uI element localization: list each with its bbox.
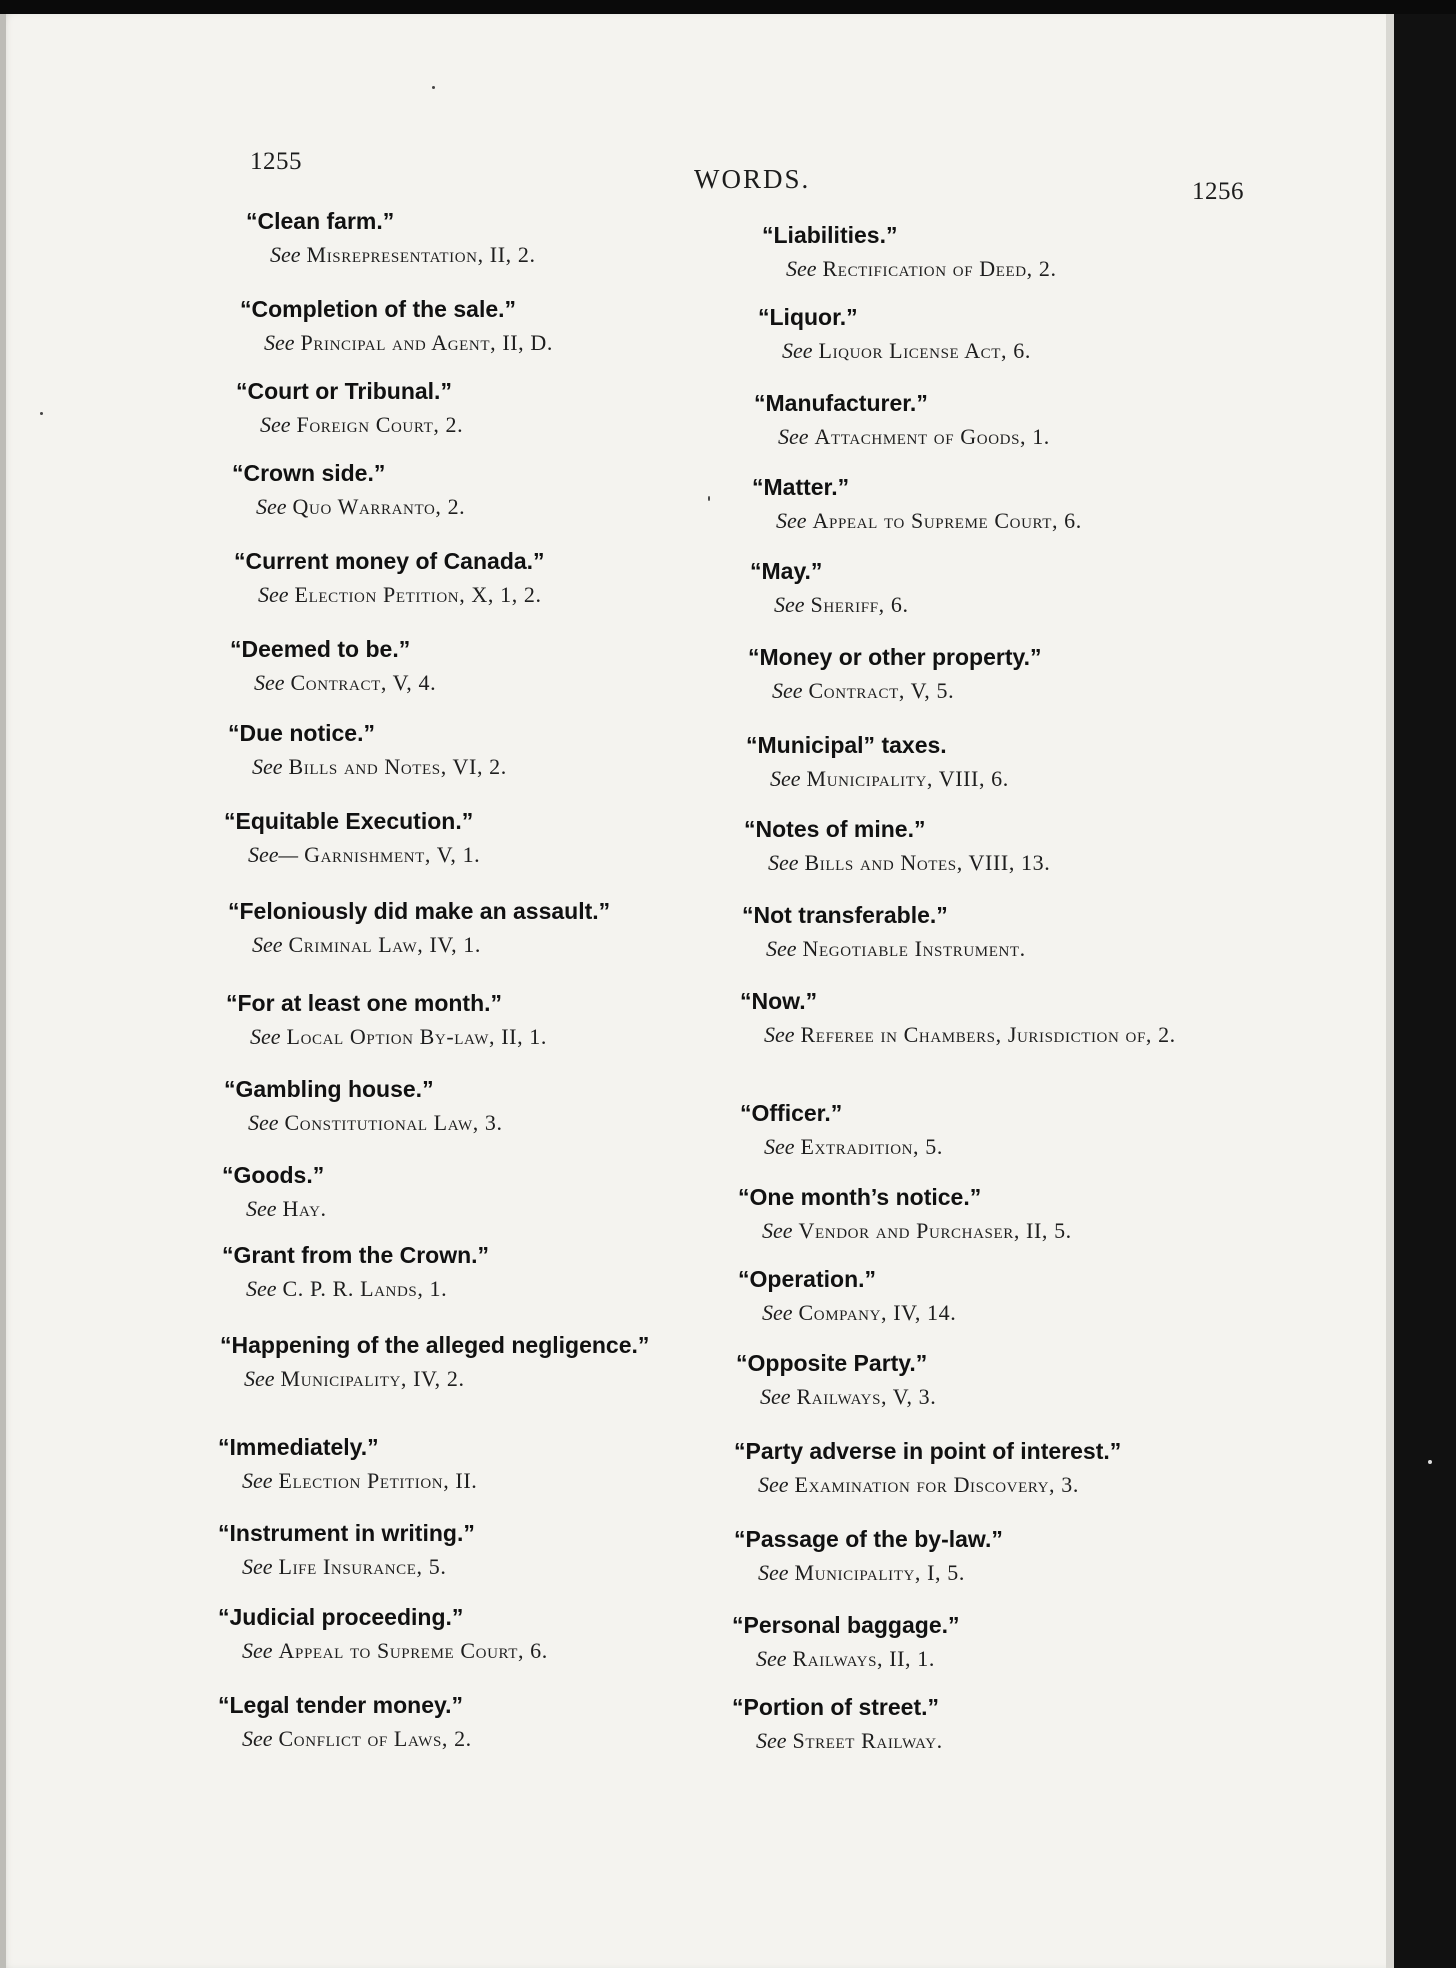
reference-text: Bills and Notes, VIII, 13.: [804, 850, 1051, 875]
see-label: See: [756, 1728, 787, 1753]
entry-reference: [762, 1218, 1238, 1244]
entry-reference: [242, 1468, 698, 1494]
entry-term: “Feloniously did make an assault.”: [228, 898, 611, 924]
entry-reference: [764, 1134, 1240, 1160]
entry-reference: [250, 1024, 706, 1050]
index-entry: [232, 460, 712, 520]
see-label: See: [260, 412, 291, 437]
running-head: WORDS.: [694, 164, 811, 194]
reference-text: Municipality, VIII, 6.: [806, 766, 1009, 791]
reference-text: Railways, V, 3.: [796, 1384, 937, 1409]
entry-reference: [758, 1560, 1234, 1586]
entry-reference: [760, 1384, 1236, 1410]
see-label: See: [764, 1022, 795, 1047]
entry-reference: [252, 932, 708, 958]
see-label: See: [254, 670, 285, 695]
entry-term: “Equitable Execution.”: [224, 808, 474, 834]
see-label: See: [770, 766, 801, 791]
see-label: See: [246, 1276, 277, 1301]
index-entry: [220, 1332, 700, 1392]
see-label: See: [772, 678, 803, 703]
reference-text: C. P. R. Lands, 1.: [282, 1276, 448, 1301]
scan-top-border: [0, 0, 1456, 14]
index-entry: [744, 816, 1244, 876]
reference-text: Principal and Agent, II, D.: [300, 330, 553, 355]
index-entry: [218, 1692, 698, 1752]
reference-text: Municipality, IV, 2.: [280, 1366, 465, 1391]
index-entry: [762, 222, 1262, 282]
entry-reference: [254, 670, 710, 696]
reference-text: Contract, V, 5.: [808, 678, 955, 703]
index-entry: [750, 558, 1250, 618]
reference-text: Extradition, 5.: [800, 1134, 943, 1159]
entry-reference: [242, 1638, 698, 1664]
entry-reference: [758, 1472, 1234, 1498]
reference-text: Rectification of Deed, 2.: [822, 256, 1057, 281]
index-entry: [228, 898, 708, 958]
reference-text: Street Railway.: [792, 1728, 943, 1753]
entry-reference: [252, 754, 708, 780]
index-entry: [224, 1076, 704, 1136]
see-label: See: [766, 936, 797, 961]
reference-text: Negotiable Instrument.: [802, 936, 1026, 961]
index-entry: [734, 1526, 1234, 1586]
see-label: See: [776, 508, 807, 533]
index-entry: [736, 1350, 1236, 1410]
see-label: See: [774, 592, 805, 617]
see-label: See: [256, 494, 287, 519]
entry-term: “Due notice.”: [228, 720, 375, 746]
page-edge: [1386, 14, 1394, 1968]
reference-text: Liquor License Act, 6.: [818, 338, 1031, 363]
scan-speck: [40, 412, 43, 415]
entry-reference: [258, 582, 714, 608]
index-entry: [226, 990, 706, 1050]
entry-reference: [770, 766, 1246, 792]
entry-term: “Clean farm.”: [246, 208, 395, 234]
scan-speck: [708, 496, 710, 501]
index-entry: [734, 1438, 1234, 1498]
reference-text: Bills and Notes, VI, 2.: [288, 754, 507, 779]
reference-text: Life Insurance, 5.: [278, 1554, 447, 1579]
reference-text: Local Option By-law, II, 1.: [286, 1024, 547, 1049]
see-label: See: [250, 1024, 281, 1049]
index-entry: [218, 1434, 698, 1494]
reference-text: Company, IV, 14.: [798, 1300, 957, 1325]
entry-term: “Instrument in writing.”: [218, 1520, 475, 1546]
entry-term: “Current money of Canada.”: [234, 548, 545, 574]
entry-reference: [756, 1728, 1232, 1754]
entry-reference: [772, 678, 1248, 704]
entry-term: “Crown side.”: [232, 460, 386, 486]
index-entry: [746, 732, 1246, 792]
entry-reference: [756, 1646, 1232, 1672]
index-entry: [240, 296, 720, 356]
index-entry: [222, 1162, 702, 1222]
entry-term: “Court or Tribunal.”: [236, 378, 452, 404]
see-label: See: [252, 754, 283, 779]
entry-reference: [256, 494, 712, 520]
see-label: See: [756, 1646, 787, 1671]
entry-reference: [776, 508, 1252, 534]
entry-term: “Not transferable.”: [742, 902, 948, 928]
entry-term: “Goods.”: [222, 1162, 325, 1188]
reference-text: Vendor and Purchaser, II, 5.: [798, 1218, 1072, 1243]
reference-text: Contract, V, 4.: [290, 670, 437, 695]
entry-reference: [778, 424, 1254, 450]
entry-term: “One month’s notice.”: [738, 1184, 982, 1210]
see-label: See: [762, 1218, 793, 1243]
see-label: See: [248, 1110, 279, 1135]
left-page-number: 1255: [250, 148, 302, 175]
reference-text: Election Petition, II.: [278, 1468, 478, 1493]
entry-term: “Municipal” taxes.: [746, 732, 947, 758]
entry-term: “Money or other property.”: [748, 644, 1042, 670]
see-label: See: [764, 1134, 795, 1159]
reference-text: Municipality, I, 5.: [794, 1560, 965, 1585]
index-entry: [224, 808, 704, 868]
reference-text: Criminal Law, IV, 1.: [288, 932, 481, 957]
page-binding-edge: [0, 14, 6, 1968]
entry-term: “Notes of mine.”: [744, 816, 926, 842]
scan-right-border: [1394, 14, 1456, 1968]
index-entry: [748, 644, 1248, 704]
entry-reference: [768, 850, 1244, 876]
index-entry: [228, 720, 708, 780]
index-entry: [246, 208, 726, 268]
entry-term: “May.”: [750, 558, 823, 584]
entry-reference: [242, 1554, 698, 1580]
reference-text: Foreign Court, 2.: [296, 412, 464, 437]
see-label: See: [786, 256, 817, 281]
entry-term: “Completion of the sale.”: [240, 296, 517, 322]
entry-term: “Matter.”: [752, 474, 850, 500]
entry-reference: [786, 256, 1262, 282]
reference-text: Election Petition, X, 1, 2.: [294, 582, 542, 607]
reference-text: Attachment of Goods, 1.: [814, 424, 1050, 449]
see-label: See: [782, 338, 813, 363]
entry-term: “Deemed to be.”: [230, 636, 411, 662]
see-label: See: [246, 1196, 277, 1221]
entry-term: “For at least one month.”: [226, 990, 503, 1016]
see-label: See: [768, 850, 799, 875]
see-label: See—: [248, 842, 299, 867]
entry-reference: [244, 1366, 700, 1392]
index-entry: [758, 304, 1258, 364]
index-entry: [230, 636, 710, 696]
entry-term: “Liquor.”: [758, 304, 858, 330]
reference-text: Referee in Chambers, Jurisdiction of, 2.: [800, 1022, 1176, 1047]
entry-reference: [246, 1196, 702, 1222]
index-entry: [742, 902, 1242, 962]
reference-text: Hay.: [282, 1196, 327, 1221]
see-label: See: [242, 1554, 273, 1579]
reference-text: Garnishment, V, 1.: [304, 842, 481, 867]
see-label: See: [778, 424, 809, 449]
entry-term: “Happening of the alleged negligence.”: [220, 1332, 650, 1358]
entry-term: “Portion of street.”: [732, 1694, 940, 1720]
see-label: See: [762, 1300, 793, 1325]
see-label: See: [242, 1638, 273, 1663]
entry-reference: [246, 1276, 702, 1302]
entry-reference: [270, 242, 726, 268]
entry-reference: [264, 330, 720, 356]
entry-reference: [260, 412, 716, 438]
entry-reference: [764, 1022, 1204, 1048]
index-entry: [218, 1520, 698, 1580]
index-entry: [740, 1100, 1240, 1160]
entry-reference: [774, 592, 1250, 618]
reference-text: Sheriff, 6.: [810, 592, 909, 617]
index-entry: [234, 548, 714, 608]
index-entry: [738, 1184, 1238, 1244]
reference-text: Quo Warranto, 2.: [292, 494, 466, 519]
see-label: See: [258, 582, 289, 607]
see-label: See: [264, 330, 295, 355]
index-entry: [740, 988, 1240, 1048]
see-label: See: [244, 1366, 275, 1391]
see-label: See: [252, 932, 283, 957]
index-entry: [732, 1612, 1232, 1672]
reference-text: Constitutional Law, 3.: [284, 1110, 503, 1135]
entry-term: “Judicial proceeding.”: [218, 1604, 464, 1630]
see-label: See: [758, 1560, 789, 1585]
entry-term: “Passage of the by-law.”: [734, 1526, 1003, 1552]
reference-text: Appeal to Supreme Court, 6.: [812, 508, 1082, 533]
reference-text: Appeal to Supreme Court, 6.: [278, 1638, 548, 1663]
entry-reference: [766, 936, 1242, 962]
reference-text: Misrepresentation, II, 2.: [306, 242, 536, 267]
entry-term: “Officer.”: [740, 1100, 843, 1126]
entry-reference: [248, 842, 704, 868]
scan-speck: [1428, 1460, 1432, 1464]
entry-term: “Party adverse in point of interest.”: [734, 1438, 1122, 1464]
see-label: See: [760, 1384, 791, 1409]
index-entry: [218, 1604, 698, 1664]
see-label: See: [242, 1726, 273, 1751]
see-label: See: [758, 1472, 789, 1497]
right-page-number: 1256: [1192, 178, 1244, 205]
index-entry: [738, 1266, 1238, 1326]
index-entry: [754, 390, 1254, 450]
index-entry: [222, 1242, 702, 1302]
scan-speck: [432, 86, 435, 89]
entry-term: “Opposite Party.”: [736, 1350, 928, 1376]
reference-text: Railways, II, 1.: [792, 1646, 935, 1671]
entry-term: “Personal baggage.”: [732, 1612, 960, 1638]
see-label: See: [242, 1468, 273, 1493]
index-entry: [752, 474, 1252, 534]
index-entry: [732, 1694, 1232, 1754]
see-label: See: [270, 242, 301, 267]
entry-term: “Now.”: [740, 988, 818, 1014]
reference-text: Examination for Discovery, 3.: [794, 1472, 1079, 1497]
entry-term: “Manufacturer.”: [754, 390, 928, 416]
entry-term: “Grant from the Crown.”: [222, 1242, 490, 1268]
entry-term: “Liabilities.”: [762, 222, 898, 248]
entry-reference: [782, 338, 1258, 364]
entry-term: “Operation.”: [738, 1266, 877, 1292]
entry-reference: [762, 1300, 1238, 1326]
entry-reference: [242, 1726, 698, 1752]
reference-text: Conflict of Laws, 2.: [278, 1726, 472, 1751]
entry-term: “Legal tender money.”: [218, 1692, 463, 1718]
entry-term: “Immediately.”: [218, 1434, 379, 1460]
index-entry: [236, 378, 716, 438]
entry-reference: [248, 1110, 704, 1136]
entry-term: “Gambling house.”: [224, 1076, 434, 1102]
